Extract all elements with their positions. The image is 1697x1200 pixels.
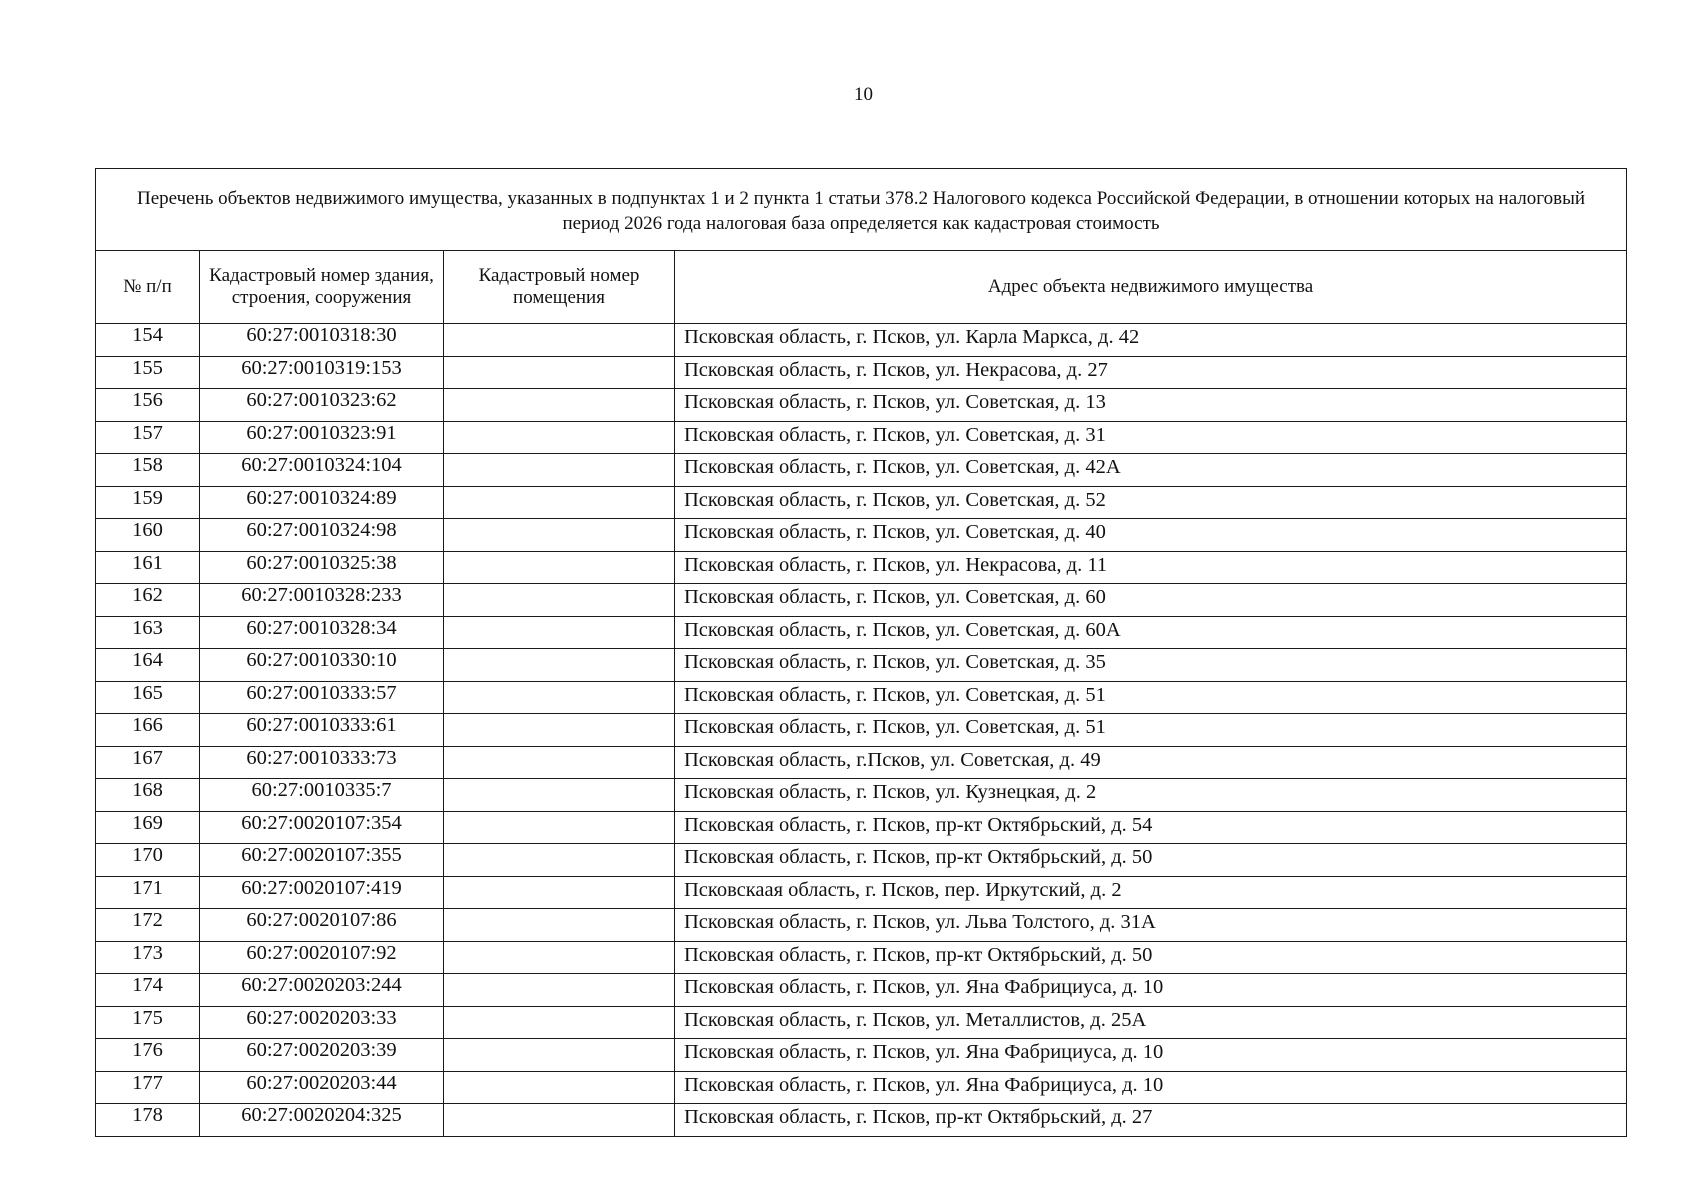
row-number: 178 bbox=[96, 1104, 200, 1137]
room-cadastral-number bbox=[444, 1006, 675, 1039]
row-number: 166 bbox=[96, 714, 200, 747]
table-row bbox=[96, 941, 1627, 974]
property-address: Псковская область, г. Псков, ул. Советская, д. 35 bbox=[675, 649, 1627, 682]
property-address: Псковская область, г. Псков, пр-кт Октябрьский, д. 50 bbox=[675, 844, 1627, 877]
room-cadastral-number bbox=[444, 746, 675, 779]
property-address: Псковская область, г. Псков, ул. Советская, д. 60 bbox=[675, 584, 1627, 617]
room-cadastral-number bbox=[444, 1071, 675, 1104]
property-address: Псковская область, г. Псков, ул. Яна Фабрициуса, д. 10 bbox=[675, 1039, 1627, 1072]
room-cadastral-number bbox=[444, 714, 675, 747]
building-cadastral-number: 60:27:0010328:34 bbox=[200, 616, 444, 649]
room-cadastral-number bbox=[444, 454, 675, 487]
room-cadastral-number bbox=[444, 486, 675, 519]
building-cadastral-number: 60:27:0010333:61 bbox=[200, 714, 444, 747]
property-address: Псковская область, г. Псков, пр-кт Октябрьский, д. 54 bbox=[675, 811, 1627, 844]
row-number: 174 bbox=[96, 974, 200, 1007]
table-row bbox=[96, 1039, 1627, 1072]
room-cadastral-number bbox=[444, 551, 675, 584]
building-cadastral-number: 60:27:0010330:10 bbox=[200, 649, 444, 682]
building-cadastral-number: 60:27:0020107:355 bbox=[200, 844, 444, 877]
row-number: 177 bbox=[96, 1071, 200, 1104]
room-cadastral-number bbox=[444, 1039, 675, 1072]
property-address: Псковская область, г. Псков, ул. Советская, д. 60А bbox=[675, 616, 1627, 649]
building-cadastral-number: 60:27:0010318:30 bbox=[200, 324, 444, 357]
room-cadastral-number bbox=[444, 779, 675, 812]
building-cadastral-number: 60:27:0020107:92 bbox=[200, 941, 444, 974]
property-address: Псковская область, г. Псков, ул. Советская, д. 31 bbox=[675, 421, 1627, 454]
table-row bbox=[96, 616, 1627, 649]
row-number: 162 bbox=[96, 584, 200, 617]
room-cadastral-number bbox=[444, 974, 675, 1007]
header-address: Адрес объекта недвижимого имущества bbox=[675, 251, 1627, 324]
room-cadastral-number bbox=[444, 844, 675, 877]
table-row bbox=[96, 779, 1627, 812]
building-cadastral-number: 60:27:0010325:38 bbox=[200, 551, 444, 584]
table-row bbox=[96, 486, 1627, 519]
row-number: 171 bbox=[96, 876, 200, 909]
room-cadastral-number bbox=[444, 681, 675, 714]
row-number: 176 bbox=[96, 1039, 200, 1072]
building-cadastral-number: 60:27:0020204:325 bbox=[200, 1104, 444, 1137]
building-cadastral-number: 60:27:0010324:98 bbox=[200, 519, 444, 552]
table-row bbox=[96, 389, 1627, 422]
building-cadastral-number: 60:27:0010333:57 bbox=[200, 681, 444, 714]
header-building-cadastral: Кадастровый номер здания, строения, сооружения bbox=[200, 251, 444, 324]
table-row bbox=[96, 1006, 1627, 1039]
table-row bbox=[96, 649, 1627, 682]
building-cadastral-number: 60:27:0010323:62 bbox=[200, 389, 444, 422]
header-room-cadastral: Кадастровый номер помещения bbox=[444, 251, 675, 324]
table-row bbox=[96, 551, 1627, 584]
room-cadastral-number bbox=[444, 941, 675, 974]
property-address: Псковская область, г. Псков, ул. Некрасова, д. 27 bbox=[675, 356, 1627, 389]
table-row bbox=[96, 811, 1627, 844]
row-number: 164 bbox=[96, 649, 200, 682]
property-address: Псковская область, г. Псков, ул. Советская, д. 51 bbox=[675, 681, 1627, 714]
building-cadastral-number: 60:27:0020107:86 bbox=[200, 909, 444, 942]
row-number: 173 bbox=[96, 941, 200, 974]
property-address: Псковская область, г. Псков, ул. Кузнецкая, д. 2 bbox=[675, 779, 1627, 812]
room-cadastral-number bbox=[444, 421, 675, 454]
building-cadastral-number: 60:27:0010324:104 bbox=[200, 454, 444, 487]
table-row bbox=[96, 714, 1627, 747]
row-number: 161 bbox=[96, 551, 200, 584]
property-address: Псковская область, г. Псков, ул. Советская, д. 51 bbox=[675, 714, 1627, 747]
property-address: Псковскаая область, г. Псков, пер. Иркутский, д. 2 bbox=[675, 876, 1627, 909]
table-title: Перечень объектов недвижимого имущества, указанных в подпунктах 1 и 2 пункта 1 статьи 378.2 Налогового кодекса Российской Федерации, в отношении которых на налоговый период 2026 года налоговая база определяется как кадастровая стоимость bbox=[96, 169, 1627, 251]
table-row bbox=[96, 974, 1627, 1007]
property-address: Псковская область, г. Псков, ул. Советская, д. 42А bbox=[675, 454, 1627, 487]
building-cadastral-number: 60:27:0010335:7 bbox=[200, 779, 444, 812]
table-row bbox=[96, 844, 1627, 877]
property-address: Псковская область, г. Псков, ул. Карла Маркса, д. 42 bbox=[675, 324, 1627, 357]
table-row bbox=[96, 681, 1627, 714]
row-number: 172 bbox=[96, 909, 200, 942]
building-cadastral-number: 60:27:0010323:91 bbox=[200, 421, 444, 454]
table-row bbox=[96, 876, 1627, 909]
property-address: Псковская область, г. Псков, ул. Яна Фабрициуса, д. 10 bbox=[675, 1071, 1627, 1104]
property-address: Псковская область, г. Псков, ул. Советская, д. 52 bbox=[675, 486, 1627, 519]
property-address: Псковская область, г. Псков, пр-кт Октябрьский, д. 50 bbox=[675, 941, 1627, 974]
room-cadastral-number bbox=[444, 649, 675, 682]
building-cadastral-number: 60:27:0020203:44 bbox=[200, 1071, 444, 1104]
building-cadastral-number: 60:27:0020107:419 bbox=[200, 876, 444, 909]
building-cadastral-number: 60:27:0020203:39 bbox=[200, 1039, 444, 1072]
building-cadastral-number: 60:27:0020203:244 bbox=[200, 974, 444, 1007]
room-cadastral-number bbox=[444, 324, 675, 357]
table-row bbox=[96, 454, 1627, 487]
row-number: 155 bbox=[96, 356, 200, 389]
table-body bbox=[96, 324, 1627, 1137]
row-number: 170 bbox=[96, 844, 200, 877]
row-number: 159 bbox=[96, 486, 200, 519]
property-address: Псковская область, г. Псков, ул. Металлистов, д. 25А bbox=[675, 1006, 1627, 1039]
row-number: 158 bbox=[96, 454, 200, 487]
row-number: 160 bbox=[96, 519, 200, 552]
building-cadastral-number: 60:27:0010319:153 bbox=[200, 356, 444, 389]
row-number: 168 bbox=[96, 779, 200, 812]
room-cadastral-number bbox=[444, 909, 675, 942]
room-cadastral-number bbox=[444, 356, 675, 389]
room-cadastral-number bbox=[444, 584, 675, 617]
property-address: Псковская область, г. Псков, пр-кт Октябрьский, д. 27 bbox=[675, 1104, 1627, 1137]
room-cadastral-number bbox=[444, 519, 675, 552]
row-number: 167 bbox=[96, 746, 200, 779]
row-number: 175 bbox=[96, 1006, 200, 1039]
table-row bbox=[96, 746, 1627, 779]
property-address: Псковская область, г. Псков, ул. Некрасова, д. 11 bbox=[675, 551, 1627, 584]
row-number: 156 bbox=[96, 389, 200, 422]
table-header-row bbox=[96, 251, 1627, 324]
header-num: № п/п bbox=[96, 251, 200, 324]
building-cadastral-number: 60:27:0010324:89 bbox=[200, 486, 444, 519]
building-cadastral-number: 60:27:0010333:73 bbox=[200, 746, 444, 779]
table-row bbox=[96, 324, 1627, 357]
property-address: Псковская область, г. Псков, ул. Яна Фабрициуса, д. 10 bbox=[675, 974, 1627, 1007]
row-number: 154 bbox=[96, 324, 200, 357]
table-row bbox=[96, 1104, 1627, 1137]
page-number: 10 bbox=[854, 84, 873, 105]
property-address: Псковская область, г. Псков, ул. Советская, д. 13 bbox=[675, 389, 1627, 422]
building-cadastral-number: 60:27:0020107:354 bbox=[200, 811, 444, 844]
table-row bbox=[96, 584, 1627, 617]
table-title-row bbox=[96, 169, 1627, 251]
room-cadastral-number bbox=[444, 876, 675, 909]
room-cadastral-number bbox=[444, 1104, 675, 1137]
property-address: Псковская область, г. Псков, ул. Льва Толстого, д. 31А bbox=[675, 909, 1627, 942]
property-address: Псковская область, г. Псков, ул. Советская, д. 40 bbox=[675, 519, 1627, 552]
room-cadastral-number bbox=[444, 389, 675, 422]
room-cadastral-number bbox=[444, 616, 675, 649]
table-row bbox=[96, 1071, 1627, 1104]
row-number: 157 bbox=[96, 421, 200, 454]
property-list-table bbox=[95, 168, 1627, 1137]
row-number: 169 bbox=[96, 811, 200, 844]
building-cadastral-number: 60:27:0010328:233 bbox=[200, 584, 444, 617]
row-number: 165 bbox=[96, 681, 200, 714]
table-row bbox=[96, 519, 1627, 552]
table-row bbox=[96, 421, 1627, 454]
table-row bbox=[96, 909, 1627, 942]
property-address: Псковская область, г.Псков, ул. Советская, д. 49 bbox=[675, 746, 1627, 779]
row-number: 163 bbox=[96, 616, 200, 649]
room-cadastral-number bbox=[444, 811, 675, 844]
building-cadastral-number: 60:27:0020203:33 bbox=[200, 1006, 444, 1039]
table-row bbox=[96, 356, 1627, 389]
